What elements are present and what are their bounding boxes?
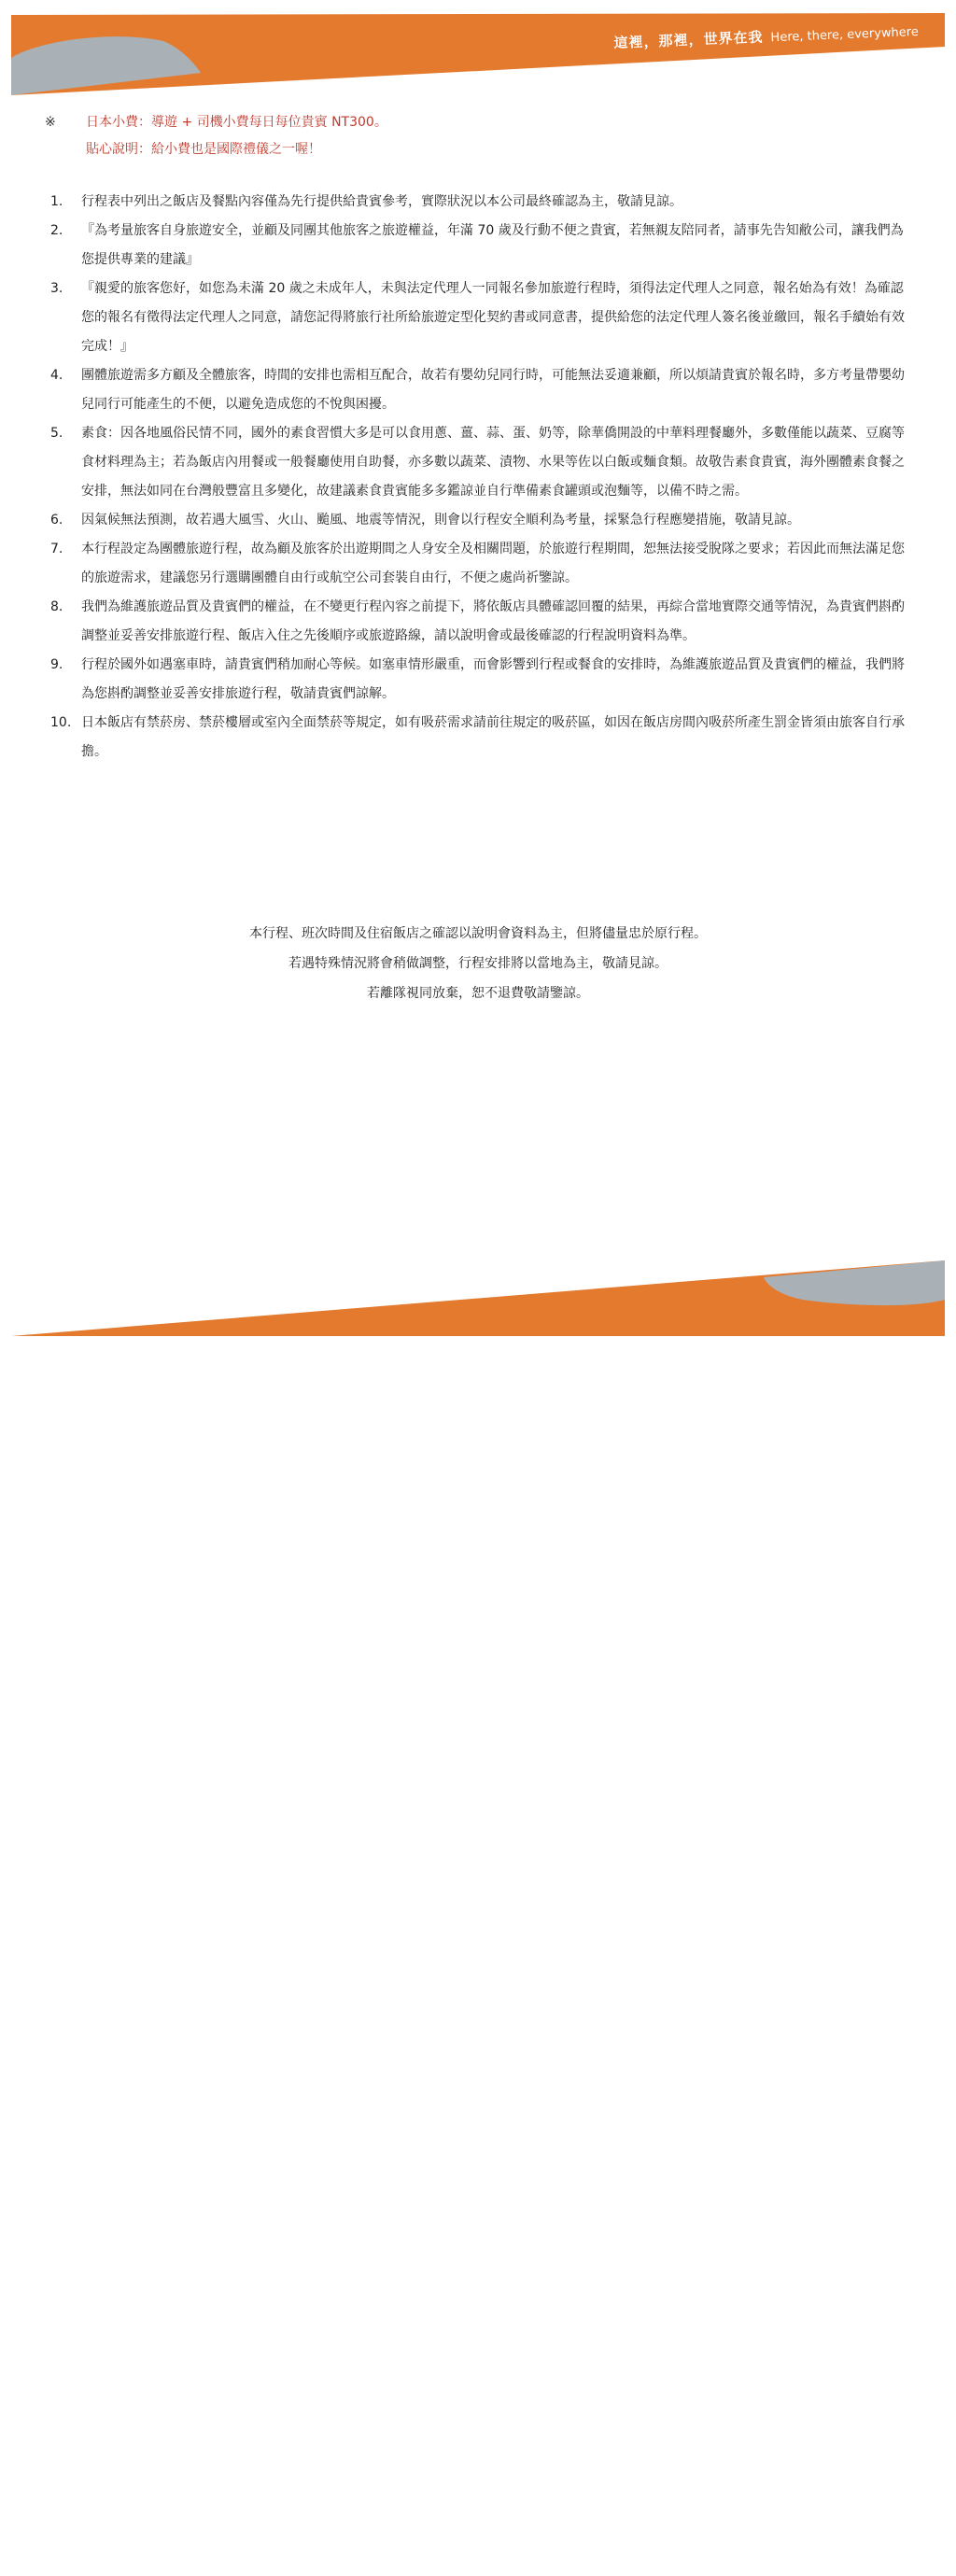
closing-line: 若遇特殊情況將會稍做調整，行程安排將以當地為主，敬請見諒。 [288,956,668,971]
footer-slogan [23,2543,329,2576]
tipping-amount-text: 日本小費：導遊 + 司機小費每日每位貴賓 NT300。 [86,115,387,130]
header-slogan-zh: 這裡，那裡，世界在我 [613,28,764,52]
tipping-notice-line [45,109,387,136]
terms-item [47,506,906,535]
terms-item-text: 日本飯店有禁菸房、禁菸樓層或室內全面禁菸等規定，如有吸菸需求請前往規定的吸菸區，如因在飯店房間內吸菸所產生罰金皆須由旅客自行承擔。 [81,715,905,759]
terms-item [47,274,906,361]
terms-item-number: 5. [50,426,63,441]
terms-item-number: 1. [50,194,63,209]
footer-slogan-en: Here, there, everywhere [180,2547,330,2569]
terms-item [47,188,906,217]
header-banner-shape [0,0,956,103]
terms-item-text: 『親愛的旅客您好，如您為未滿 20 歲之未成年人，未與法定代理人一同報名參加旅遊行程時，須得法定代理人之同意，報名始為有效！為確認您的報名有徵得法定代理人之同意，請您記得將旅行社所給旅遊定型化契約書或同意書，提供給您的法定代理人簽名後並繳回，報名手續始有效完成！』 [81,281,905,354]
closing-line: 本行程、班次時間及住宿飯店之確認以說明會資料為主，但將儘量忠於原行程。 [249,926,707,941]
terms-item-number: 7. [50,542,63,556]
terms-item [47,651,906,709]
tipping-tip-line [45,136,387,163]
reference-mark: ※ [45,115,56,130]
terms-item [47,217,906,274]
footer-slogan-zh: 這裡，那裡，世界在我 [23,2552,174,2576]
footer-banner-shape [0,1251,956,1352]
tipping-notice [45,109,387,163]
terms-item [47,419,906,506]
tipping-tip-text: 貼心說明：給小費也是國際禮儀之一喔！ [86,142,321,157]
closing-line: 若離隊視同放棄，恕不退費敬請鑒諒。 [367,986,589,1001]
terms-item [47,593,906,651]
terms-item-number: 8. [50,599,63,614]
header-banner [0,0,956,103]
terms-item-text: 本行程設定為團體旅遊行程，故為顧及旅客於出遊期間之人身安全及相關問題，於旅遊行程期間，恕無法接受脫隊之要求；若因此而無法滿足您的旅遊需求，建議您另行選購團體自由行或航空公司套裝自由行，不便之處尚祈鑒諒。 [81,542,905,585]
terms-item-number: 3. [50,281,63,296]
terms-list [47,188,906,767]
terms-item-number: 9. [50,657,63,672]
terms-item-number: 4. [50,368,63,383]
terms-item-text: 行程表中列出之飯店及餐點內容僅為先行提供給貴賓參考，實際狀況以本公司最終確認為主，敬請見諒。 [81,194,682,209]
terms-item [47,361,906,419]
closing-statement [0,920,956,1007]
terms-item-text: 行程於國外如遇塞車時，請貴賓們稍加耐心等候。如塞車情形嚴重，而會影響到行程或餐食的安排時，為維護旅遊品質及貴賓們的權益，我們將為您斟酌調整並妥善安排旅遊行程，敬請貴賓們諒解。 [81,657,905,701]
terms-item-number: 10. [50,715,72,730]
terms-item-text: 我們為維護旅遊品質及貴賓們的權益，在不變更行程內容之前提下，將依飯店具體確認回覆的結果，再綜合當地實際交通等情況，為貴賓們斟酌調整並妥善安排旅遊行程、飯店入住之先後順序或旅遊路線，請以說明會或最後確認的行程說明資料為準。 [81,599,905,643]
terms-item-text: 『為考量旅客自身旅遊安全，並顧及同團其他旅客之旅遊權益，年滿 70 歲及行動不便之貴賓，若無親友陪同者，請事先告知敝公司，讓我們為您提供專業的建議』 [81,223,904,267]
terms-item-text: 因氣候無法預測，故若遇大風雪、火山、颱風、地震等情況，則會以行程安全順利為考量，採緊急行程應變措施，敬請見諒。 [81,513,800,528]
terms-item-text: 團體旅遊需多方顧及全體旅客，時間的安排也需相互配合，故若有嬰幼兒同行時，可能無法妥適兼顧，所以煩請貴賓於報名時，多方考量帶嬰幼兒同行可能產生的不便，以避免造成您的不悅與困擾。 [81,368,905,412]
footer-banner [0,1251,956,2576]
terms-item-text: 素食：因各地風俗民情不同，國外的素食習慣大多是可以食用蔥、薑、蒜、蛋、奶等，除華僑開設的中華料理餐廳外，多數僅能以蔬菜、豆腐等食材料理為主；若為飯店內用餐或一般餐廳使用自助餐，亦多數以蔬菜、漬物、水果等佐以白飯或麵食類。故敬告素食貴賓，海外團體素食餐之安排，無法如同在台灣般豐富且多變化，故建議素食貴賓能多多鑑諒並自行準備素食罐頭或泡麵等，以備不時之需。 [81,426,905,499]
terms-item-number: 6. [50,513,63,528]
header-slogan-en: Here, there, everywhere [770,24,920,46]
terms-item [47,709,906,767]
terms-item-number: 2. [50,223,63,238]
terms-item [47,535,906,593]
